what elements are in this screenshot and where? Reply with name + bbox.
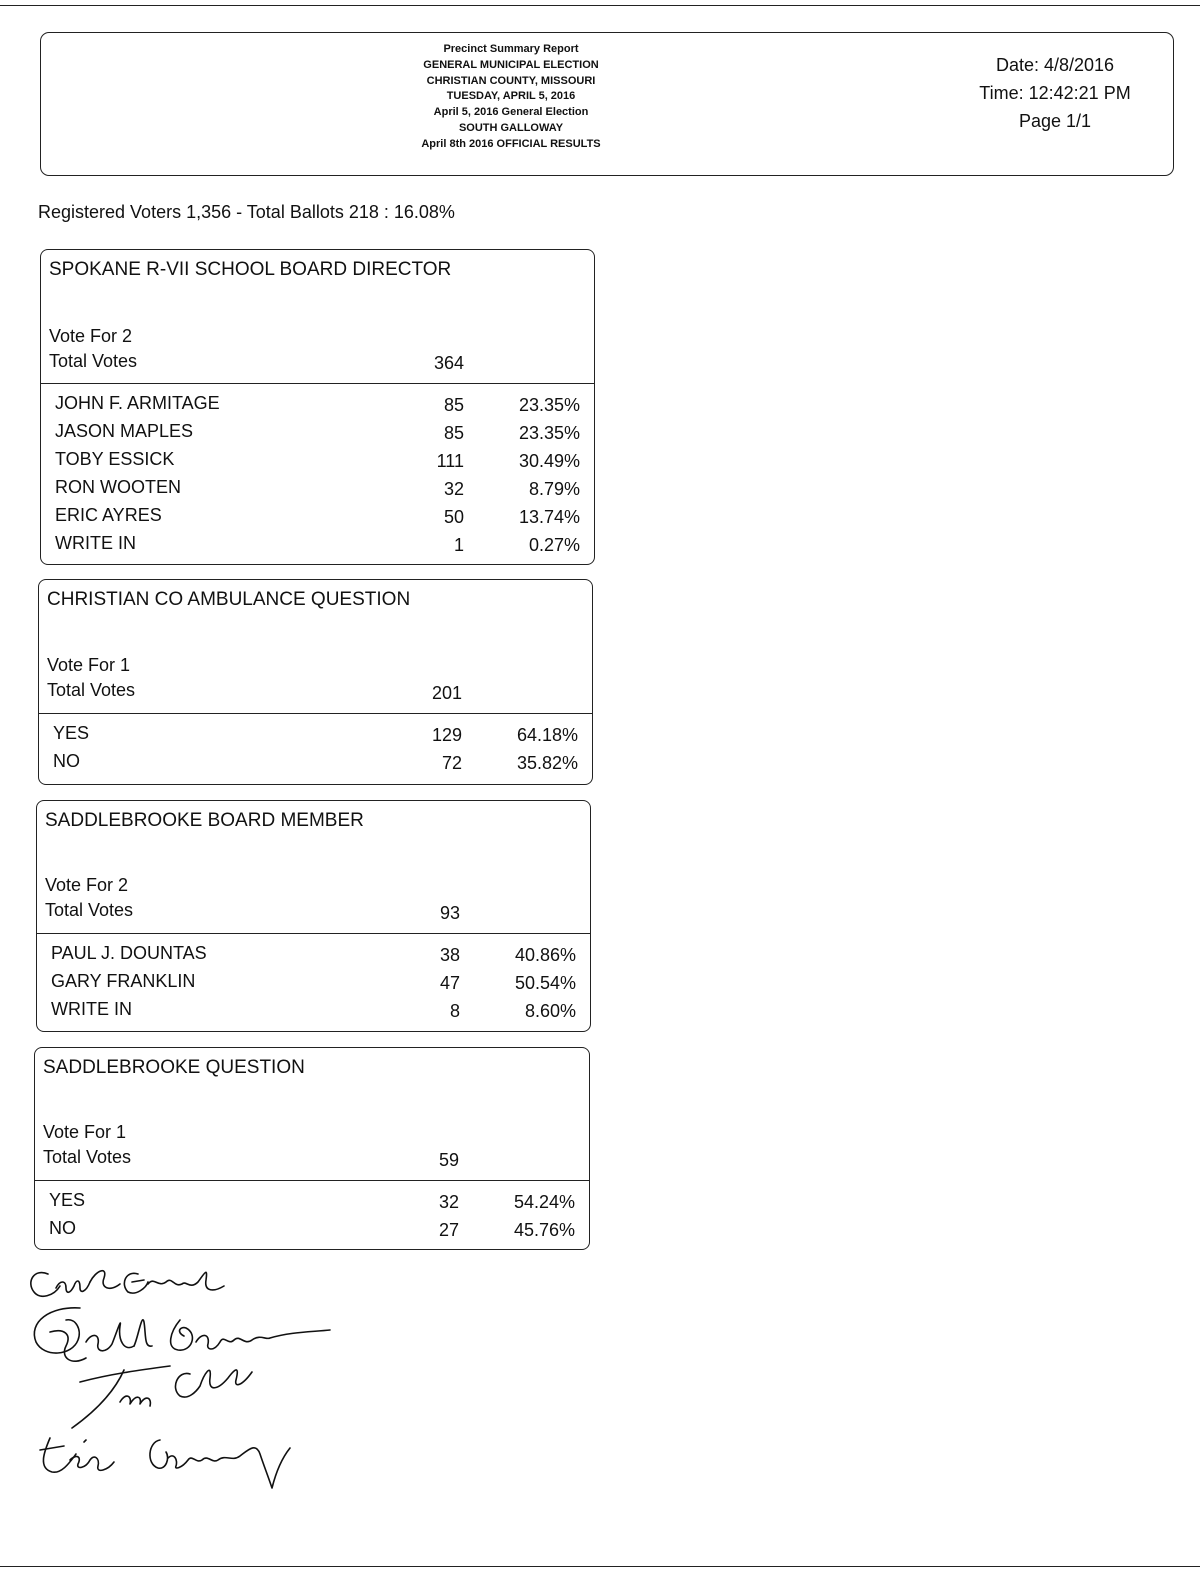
choice-name: YES — [53, 723, 90, 743]
report-type: Precinct Summary Report — [443, 43, 579, 55]
signature-4 — [40, 1438, 290, 1488]
choice-row — [35, 1186, 589, 1214]
signature-3 — [72, 1366, 252, 1428]
report-header — [40, 32, 1174, 176]
candidate-votes: 8 — [449, 1001, 460, 1021]
candidate-row — [37, 967, 590, 995]
turnout-summary: Registered Voters 1,356 - Total Ballots 218 : 16.08% — [38, 202, 455, 222]
choice-list — [35, 1181, 589, 1242]
candidate-votes: 111 — [436, 451, 464, 471]
candidate-name: GARY FRANKLIN — [51, 971, 196, 991]
top-rule — [0, 5, 1200, 6]
candidate-row — [41, 389, 594, 417]
election-date: TUESDAY, APRIL 5, 2016 — [446, 90, 576, 103]
choice-percent: 64.18% — [516, 725, 578, 745]
choice-row — [39, 747, 592, 775]
contest-saddlebrooke-board — [36, 800, 591, 1032]
candidate-percent: 0.27% — [528, 535, 580, 555]
candidate-name: WRITE IN — [55, 533, 136, 553]
candidate-votes: 32 — [443, 479, 464, 499]
candidate-row — [41, 417, 594, 445]
precinct-name: SOUTH GALLOWAY — [458, 121, 564, 134]
candidate-list — [41, 384, 594, 557]
choice-name: NO — [53, 751, 80, 771]
candidate-row — [37, 995, 590, 1023]
total-votes-label: Total Votes — [43, 1147, 132, 1167]
candidate-percent: 23.35% — [518, 423, 580, 443]
choice-votes: 32 — [438, 1192, 459, 1212]
candidate-percent: 50.54% — [514, 973, 576, 993]
candidate-votes: 47 — [439, 973, 460, 993]
signature-block — [20, 1262, 360, 1502]
candidate-list — [37, 934, 590, 1023]
total-votes-value: 201 — [431, 683, 462, 703]
total-votes-value: 364 — [433, 353, 464, 373]
candidate-row — [37, 939, 590, 967]
candidate-row — [41, 473, 594, 501]
choice-votes: 72 — [441, 753, 462, 773]
vote-for: Vote For 1 — [47, 655, 131, 675]
candidate-votes: 1 — [453, 535, 464, 555]
candidate-percent: 23.35% — [518, 395, 580, 415]
candidate-name: TOBY ESSICK — [55, 449, 175, 469]
contest-ambulance-question — [38, 579, 593, 785]
candidate-name: PAUL J. DOUNTAS — [51, 943, 207, 963]
total-votes-value: 93 — [439, 903, 460, 923]
candidate-name: RON WOOTEN — [55, 477, 181, 497]
choice-votes: 27 — [438, 1220, 459, 1240]
election-label: April 5, 2016 General Election — [433, 106, 589, 119]
candidate-percent: 8.60% — [524, 1001, 576, 1021]
candidate-percent: 40.86% — [514, 945, 576, 965]
candidate-row — [41, 529, 594, 557]
candidate-percent: 30.49% — [518, 451, 580, 471]
contest-school-board — [40, 249, 595, 565]
candidate-row — [41, 445, 594, 473]
candidate-votes: 85 — [443, 423, 464, 443]
candidate-row — [41, 501, 594, 529]
bottom-rule — [0, 1566, 1200, 1567]
total-votes-value: 59 — [438, 1150, 459, 1170]
candidate-votes: 50 — [443, 507, 464, 527]
contest-title: SADDLEBROOKE QUESTION — [43, 1057, 305, 1078]
candidate-percent: 8.79% — [528, 479, 580, 499]
choice-percent: 35.82% — [516, 753, 578, 773]
signature-1 — [31, 1271, 224, 1297]
choice-percent: 45.76% — [513, 1220, 575, 1240]
choice-percent: 54.24% — [513, 1192, 575, 1212]
report-date: Date: 4/8/2016 — [995, 55, 1115, 75]
report-time: Time: 12:42:21 PM — [979, 83, 1131, 103]
signature-2 — [34, 1308, 330, 1361]
choice-name: NO — [49, 1218, 76, 1238]
election-name: GENERAL MUNICIPAL ELECTION — [423, 58, 599, 71]
page-number: Page 1/1 — [1018, 111, 1092, 131]
contest-title: SPOKANE R-VII SCHOOL BOARD DIRECTOR — [49, 259, 452, 280]
contest-title: SADDLEBROOKE BOARD MEMBER — [45, 810, 364, 831]
contest-title: CHRISTIAN CO AMBULANCE QUESTION — [47, 589, 411, 610]
report-meta — [945, 51, 1165, 135]
candidate-percent: 13.74% — [518, 507, 580, 527]
candidate-name: JASON MAPLES — [55, 421, 194, 441]
vote-for: Vote For 2 — [45, 875, 129, 895]
vote-for: Vote For 2 — [49, 326, 133, 346]
choice-row — [35, 1214, 589, 1242]
total-votes-label: Total Votes — [45, 900, 134, 920]
choice-row — [39, 719, 592, 747]
report-title-block — [361, 42, 661, 153]
candidate-votes: 85 — [443, 395, 464, 415]
contest-saddlebrooke-question — [34, 1047, 590, 1250]
candidate-votes: 38 — [439, 945, 460, 965]
total-votes-label: Total Votes — [49, 351, 138, 371]
candidate-name: ERIC AYRES — [55, 505, 162, 525]
total-votes-label: Total Votes — [47, 680, 136, 700]
vote-for: Vote For 1 — [43, 1122, 127, 1142]
candidate-name: JOHN F. ARMITAGE — [55, 393, 220, 413]
choice-list — [39, 714, 592, 775]
results-status: April 8th 2016 OFFICIAL RESULTS — [421, 137, 601, 150]
choice-name: YES — [49, 1190, 86, 1210]
candidate-name: WRITE IN — [51, 999, 132, 1019]
county-name: CHRISTIAN COUNTY, MISSOURI — [426, 74, 596, 87]
choice-votes: 129 — [431, 725, 462, 745]
